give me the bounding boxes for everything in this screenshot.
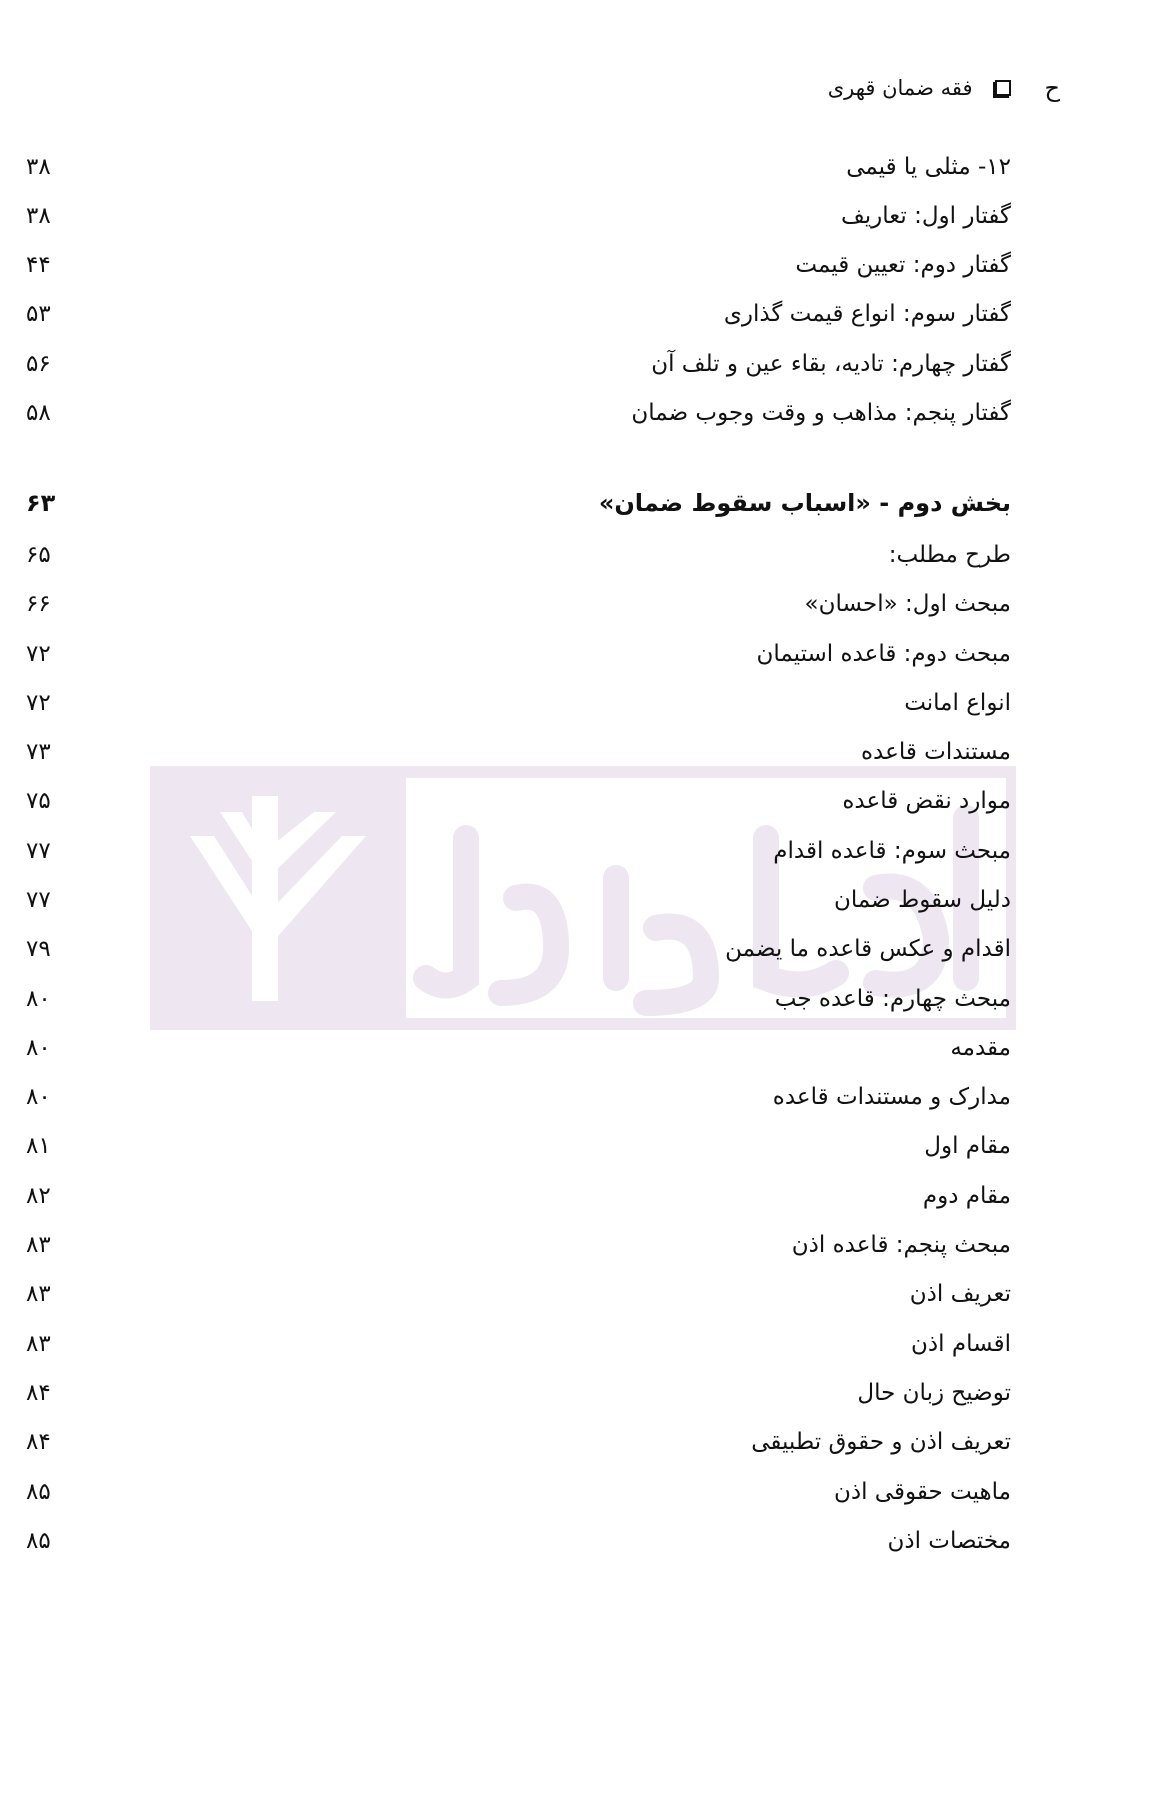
page-header (790, 68, 1060, 108)
toc-entry-page: ۳۸ (26, 154, 51, 180)
toc-entry-page: ۵۳ (26, 301, 51, 327)
toc-entry-title: مقام دوم (922, 1183, 1011, 1209)
toc-entry-page: ۸۴ (26, 1429, 51, 1455)
toc-entry[interactable] (0, 1274, 1164, 1314)
toc-entry-page: ۷۳ (26, 739, 51, 765)
toc-entry-title: دلیل سقوط ضمان (833, 887, 1011, 913)
toc-entry-page: ۴۴ (26, 252, 51, 278)
toc-entry-title: گفتار چهارم: تادیه، بقاء عین و تلف آن (651, 351, 1011, 377)
toc-entry[interactable] (0, 781, 1164, 821)
toc-entry[interactable] (0, 1521, 1164, 1561)
toc-entry-title: مستندات قاعده (861, 739, 1011, 765)
toc-entry-title: مقام اول (924, 1133, 1011, 1159)
toc-entry-page: ۶۳ (26, 489, 56, 517)
toc-entry[interactable] (0, 929, 1164, 969)
toc-entry-page: ۸۳ (26, 1232, 51, 1258)
toc-entry[interactable] (0, 831, 1164, 871)
toc-entry-title: مبحث دوم: قاعده استیمان (756, 641, 1011, 667)
toc-entry-title: توضیح زبان حال (857, 1380, 1011, 1406)
toc-entry-page: ۸۰ (26, 986, 51, 1012)
toc-entry-page: ۶۶ (26, 591, 51, 617)
toc-entry-title: اقدام و عکس قاعده ما یضمن (725, 936, 1011, 962)
toc-entry-title: مبحث سوم: قاعده اقدام (773, 838, 1011, 864)
toc-entry[interactable] (0, 1176, 1164, 1216)
toc-entry[interactable] (0, 1472, 1164, 1512)
toc-entry-page: ۸۱ (26, 1133, 51, 1159)
toc-entry[interactable] (0, 147, 1164, 187)
toc-entry-title: مبحث اول: «احسان» (804, 591, 1011, 617)
toc-entry[interactable] (0, 1422, 1164, 1462)
toc-entry-title: مقدمه (950, 1035, 1011, 1061)
toc-entry-page: ۸۳ (26, 1281, 51, 1307)
toc-entry-title: تعریف اذن (909, 1281, 1011, 1307)
toc-entry[interactable] (0, 1126, 1164, 1166)
toc-entry-page: ۵۸ (26, 400, 51, 426)
toc-entry-page: ۷۵ (26, 788, 51, 814)
toc-entry[interactable] (0, 393, 1164, 433)
toc-entry[interactable] (0, 245, 1164, 285)
toc-entry[interactable] (0, 344, 1164, 384)
toc-entry-title: گفتار سوم: انواع قیمت گذاری (723, 301, 1011, 327)
toc-entry-page: ۸۰ (26, 1084, 51, 1110)
toc-entry-title: گفتار دوم: تعیین قیمت (795, 252, 1011, 278)
square-bullet-icon (995, 80, 1011, 96)
toc-entry-page: ۸۴ (26, 1380, 51, 1406)
toc-entry-title: موارد نقض قاعده (842, 788, 1011, 814)
toc-entry-page: ۶۵ (26, 542, 51, 568)
toc-entry-page: ۵۶ (26, 351, 51, 377)
toc-entry-title: مختصات اذن (887, 1528, 1011, 1554)
toc-entry[interactable] (0, 979, 1164, 1019)
toc-entry[interactable] (0, 196, 1164, 236)
running-title: فقه ضمان قهری (827, 76, 973, 100)
toc-entry[interactable] (0, 1225, 1164, 1265)
toc-entry-title: ماهیت حقوقی اذن (833, 1479, 1011, 1505)
toc-entry[interactable] (0, 683, 1164, 723)
toc-entry-title: گفتار پنجم: مذاهب و وقت وجوب ضمان (631, 400, 1011, 426)
toc-entry-page: ۸۵ (26, 1528, 51, 1554)
toc-entry-page: ۷۷ (26, 838, 51, 864)
toc-entry[interactable] (0, 880, 1164, 920)
toc-entry-page: ۸۵ (26, 1479, 51, 1505)
toc-entry-title: انواع امانت (904, 690, 1011, 716)
toc-entry[interactable] (0, 1028, 1164, 1068)
toc-entry-page: ۸۰ (26, 1035, 51, 1061)
toc-entry-page: ۷۲ (26, 690, 51, 716)
toc-entry-page: ۸۳ (26, 1331, 51, 1357)
toc-entry-page: ۷۷ (26, 887, 51, 913)
toc-entry-title: گفتار اول: تعاریف (840, 203, 1011, 229)
toc-entry[interactable] (0, 294, 1164, 334)
toc-section-heading[interactable] (0, 483, 1164, 523)
toc-entry[interactable] (0, 732, 1164, 772)
toc-entry-page: ۸۲ (26, 1183, 51, 1209)
toc-entry[interactable] (0, 634, 1164, 674)
toc-entry-page: ۷۹ (26, 936, 51, 962)
toc-entry[interactable] (0, 1324, 1164, 1364)
toc-entry-title: ۱۲- مثلی یا قیمی (846, 154, 1011, 180)
toc-entry-title: مدارک و مستندات قاعده (772, 1084, 1011, 1110)
toc-entry-title: تعریف اذن و حقوق تطبیقی (751, 1429, 1011, 1455)
toc-entry[interactable] (0, 1373, 1164, 1413)
toc-entry-title: بخش دوم - «اسباب سقوط ضمان» (598, 489, 1011, 517)
toc-entry-title: مبحث چهارم: قاعده جب (774, 986, 1011, 1012)
toc-entry[interactable] (0, 1077, 1164, 1117)
toc-entry-title: اقسام اذن (911, 1331, 1011, 1357)
toc-entry-title: طرح مطلب: (888, 542, 1011, 568)
toc-entry-title: مبحث پنجم: قاعده اذن (791, 1232, 1011, 1258)
page-letter: ح (1044, 74, 1060, 102)
toc-entry-page: ۳۸ (26, 203, 51, 229)
toc-entry[interactable] (0, 535, 1164, 575)
toc-entry[interactable] (0, 584, 1164, 624)
toc-entry-page: ۷۲ (26, 641, 51, 667)
